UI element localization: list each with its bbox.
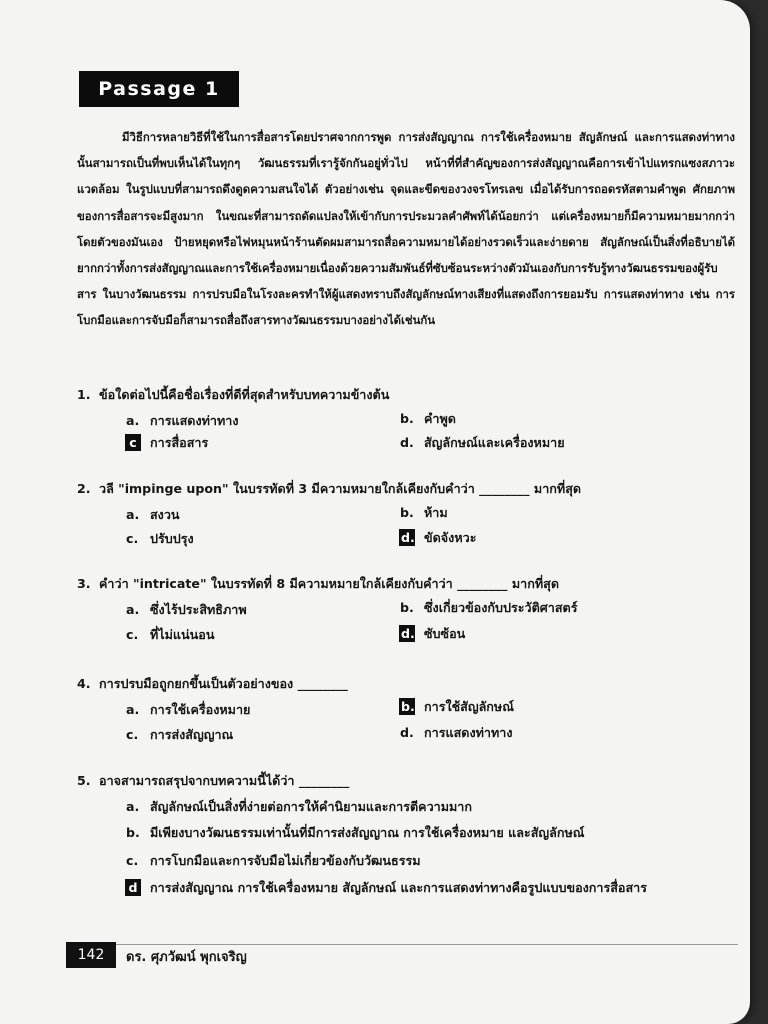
question-2 bbox=[77, 479, 581, 499]
option-letter: c. bbox=[126, 853, 139, 868]
option-text: ซึ่งไร้ประสิทธิภาพ bbox=[150, 602, 247, 617]
option-1d[interactable] bbox=[400, 433, 565, 453]
question-3 bbox=[77, 574, 559, 594]
option-letter: a. bbox=[126, 602, 140, 617]
option-3b[interactable] bbox=[400, 598, 578, 618]
question-text: ข้อใดต่อไปนี้คือชื่อเรื่องที่ดีที่สุดสำหรับบทความข้างต้น bbox=[99, 387, 390, 402]
option-3a[interactable] bbox=[126, 600, 247, 620]
option-text: ขัดจังหวะ bbox=[424, 530, 477, 545]
option-3c[interactable] bbox=[126, 625, 214, 645]
option-text: การแสดงท่าทาง bbox=[150, 413, 239, 428]
option-letter: c. bbox=[126, 627, 139, 642]
option-text: สัญลักษณ์เป็นสิ่งที่ง่ายต่อการให้คำนิยามและการตีความมาก bbox=[150, 799, 473, 814]
option-letter: a. bbox=[126, 413, 140, 428]
option-2d[interactable] bbox=[400, 528, 476, 548]
question-5 bbox=[77, 771, 349, 791]
option-text: สงวน bbox=[150, 507, 180, 522]
option-text: มีเพียงบางวัฒนธรรมเท่านั้นที่มีการส่งสัญญาณ การใช้เครื่องหมาย และสัญลักษณ์ bbox=[150, 825, 585, 840]
option-letter: b. bbox=[400, 505, 414, 520]
option-text: ที่ไม่แน่นอน bbox=[150, 627, 215, 642]
option-letter: a. bbox=[126, 507, 140, 522]
answer-mark: b. bbox=[401, 699, 415, 714]
option-text: ซึ่งเกี่ยวข้องกับประวัติศาสตร์ bbox=[424, 600, 578, 615]
option-letter: d. bbox=[400, 435, 414, 450]
option-text: การส่งสัญญาณ bbox=[150, 727, 234, 742]
option-letter: b. bbox=[400, 411, 414, 426]
option-letter: a. bbox=[126, 702, 140, 717]
option-2c[interactable] bbox=[126, 529, 194, 549]
answer-mark: c bbox=[125, 434, 141, 451]
question-text: อาจสามารถสรุปจากบทความนี้ได้ว่า ________ bbox=[99, 773, 350, 788]
question-number: 5. bbox=[77, 773, 91, 788]
option-text: สัญลักษณ์และเครื่องหมาย bbox=[424, 435, 565, 450]
passage-title: Passage 1 bbox=[79, 71, 239, 107]
option-4d[interactable] bbox=[400, 723, 513, 743]
option-letter: c. bbox=[126, 531, 139, 546]
option-4c[interactable] bbox=[126, 725, 233, 745]
option-5b[interactable] bbox=[126, 823, 584, 843]
option-text: ห้าม bbox=[424, 505, 448, 520]
answer-mark: d. bbox=[401, 626, 415, 641]
option-text: ซับซ้อน bbox=[424, 626, 466, 641]
option-4a[interactable] bbox=[126, 700, 250, 720]
option-5c[interactable] bbox=[126, 851, 421, 871]
option-2a[interactable] bbox=[126, 505, 180, 525]
question-text: การปรบมือถูกยกขึ้นเป็นตัวอย่างของ ________ bbox=[99, 676, 348, 691]
option-1b[interactable] bbox=[400, 409, 456, 429]
option-5d[interactable] bbox=[126, 878, 647, 898]
option-text: คำพูด bbox=[424, 411, 456, 426]
passage-text: มีวิธีการหลายวิธีที่ใช้ในการสื่อสารโดยปราศจากการพูด การส่งสัญญาณ การใช้เครื่องหมาย สัญลักษณ์ และการแสดงท่าทางนั้นสามารถเป็นที่พบเห็นได้ในทุกๆ วัฒนธรรมที่เรารู้จักกันอยู่ทั่วไป หน้าที่ที่สำคัญของการส่งสัญญาณคือการเข้าไปแทรกแซงสภาวะแวดล้อม ในรูปแบบที่สามารถดึงดูดความสนใจได้ ตัวอย่างเช่น จุดและขีดของวงจรโทรเลข เมื่อได้รับการถอดรหัสตามคำพูด ศักยภาพของการสื่อสารจะมีสูงมาก ในขณะที่สามารถดัดแปลงให้เข้ากับการประมวลคำศัพท์ได้น้อยกว่า แต่เครื่องหมายก็มีความหมายมากกว่าโดยตัวของมันเอง ป้ายหยุดหรือไฟหมุนหน้าร้านตัดผมสามารถสื่อความหมายได้อย่างรวดเร็วและง่ายดาย สัญลักษณ์เป็นสิ่งที่อธิบายได้ยากกว่าทั้งการส่งสัญญาณและการใช้เครื่องหมายเนื่องด้วยความสัมพันธ์ที่ซับซ้อนระหว่างตัวมันเองกับการรับรู้ทางวัฒนธรรมของผู้รับสาร ในบางวัฒนธรรม การปรบมือในโรงละครทำให้ผู้แสดงทราบถึงสัญลักษณ์ทางเสียงที่แสดงถึงการยอมรับ การแสดงท่าทาง เช่น การโบกมือและการจับมือก็สามารถสื่อถึงสารทางวัฒนธรรมบางอย่างได้เช่นกัน bbox=[77, 130, 735, 328]
option-letter: d. bbox=[400, 725, 414, 740]
option-text: การแสดงท่าทาง bbox=[424, 725, 513, 740]
answer-mark: d. bbox=[401, 530, 415, 545]
question-number: 3. bbox=[77, 576, 91, 591]
option-1a[interactable] bbox=[126, 411, 239, 431]
option-text: ปรับปรุง bbox=[150, 531, 194, 546]
question-1 bbox=[77, 385, 389, 405]
question-text: วลี "impinge upon" ในบรรทัดที่ 3 มีความหมายใกล้เคียงกับคำว่า ________ มากที่สุด bbox=[99, 481, 582, 496]
question-number: 4. bbox=[77, 676, 91, 691]
option-letter: b. bbox=[126, 825, 140, 840]
option-2b[interactable] bbox=[400, 503, 448, 523]
question-number: 1. bbox=[77, 387, 91, 402]
option-letter: b. bbox=[400, 600, 414, 615]
option-text: การส่งสัญญาณ การใช้เครื่องหมาย สัญลักษณ์ และการแสดงท่าทางคือรูปแบบของการสื่อสาร bbox=[150, 880, 648, 895]
option-letter: a. bbox=[126, 799, 140, 814]
question-number: 2. bbox=[77, 481, 91, 496]
option-text: การโบกมือและการจับมือไม่เกี่ยวข้องกับวัฒนธรรม bbox=[150, 853, 421, 868]
option-text: การใช้สัญลักษณ์ bbox=[424, 699, 514, 714]
option-text: การสื่อสาร bbox=[150, 435, 209, 450]
question-4 bbox=[77, 674, 348, 694]
option-text: การใช้เครื่องหมาย bbox=[150, 702, 251, 717]
question-text: คำว่า "intricate" ในบรรทัดที่ 8 มีความหมายใกล้เคียงกับคำว่า ________ มากที่สุด bbox=[99, 576, 560, 591]
option-3d[interactable] bbox=[400, 624, 465, 644]
answer-mark: d bbox=[125, 879, 141, 896]
option-4b[interactable] bbox=[400, 697, 514, 717]
option-1c[interactable] bbox=[126, 433, 208, 453]
footer-divider bbox=[68, 944, 738, 945]
author-name: ดร. ศุภวัฒน์ พุกเจริญ bbox=[126, 950, 247, 965]
option-letter: c. bbox=[126, 727, 139, 742]
page-number: 142 bbox=[66, 942, 116, 968]
option-5a[interactable] bbox=[126, 797, 472, 817]
